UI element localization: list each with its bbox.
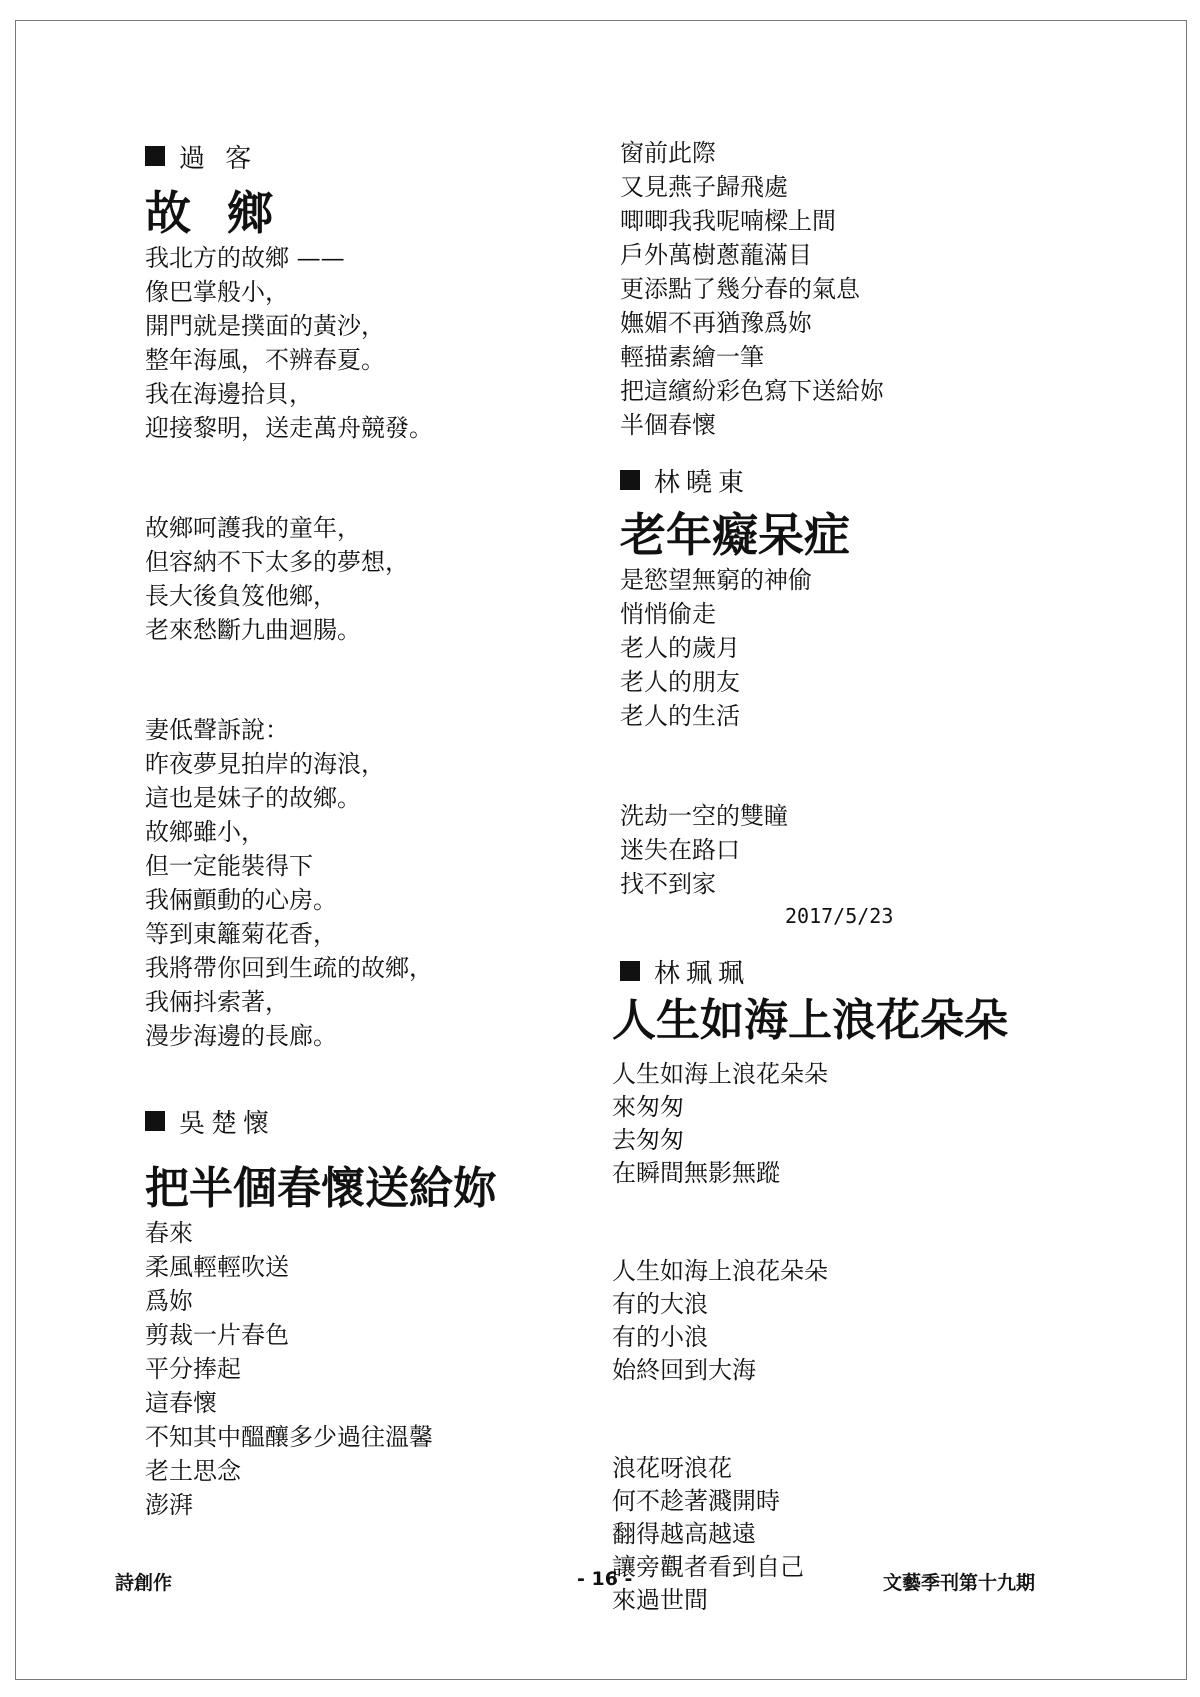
poem-line: 故鄉雖小， (145, 818, 265, 847)
poem-line: 輕描素繪一筆 (620, 343, 764, 371)
poem-line: 迎接黎明，送走萬舟競發。 (145, 414, 433, 443)
poem-line: 但一定能裝得下 (145, 852, 313, 881)
poem-title: 把半個春懷送給妳 (145, 1163, 497, 1215)
square-bullet-icon (620, 470, 640, 490)
poem-line: 我北方的故鄉 —— (145, 244, 345, 273)
poem-line: 迷失在路口 (620, 836, 740, 865)
poem-line: 等到東籬菊花香， (145, 920, 337, 949)
stanza-break (145, 663, 615, 697)
poem-line: 有的大浪 (612, 1289, 708, 1318)
author-name: 吳楚懷 (179, 1108, 276, 1139)
poem-author (620, 951, 1100, 991)
poem-line: 窗前此際 (620, 139, 716, 167)
poem-line: 人生如海上浪花朵朵 (612, 1256, 828, 1285)
poem-line: 我倆顫動的心房。 (145, 886, 337, 915)
poem-line: 妻低聲訴說： (145, 716, 289, 745)
poem-title: 故 鄉 (145, 186, 284, 240)
poem-line: 又見燕子歸飛處 (620, 173, 788, 201)
author-name: 過 客 (179, 143, 258, 174)
stanza-break (612, 1403, 1100, 1436)
poem-line: 像巴掌般小， (145, 278, 289, 307)
poem-author (145, 1101, 615, 1141)
poem-spring (145, 1101, 615, 1522)
footer-section: 詩創作 (115, 1572, 173, 1594)
poem-waves (612, 951, 1100, 1617)
poem-body (145, 241, 615, 1053)
poem-author (620, 460, 1100, 500)
poem-spring-continued (620, 136, 1100, 442)
poem-line: 這也是妹子的故鄉。 (145, 784, 361, 813)
poem-line: 讓旁觀者看到自己 (612, 1552, 804, 1581)
poem-line: 但容納不下太多的夢想， (145, 548, 409, 577)
poem-line: 浪花呀浪花 (612, 1453, 732, 1482)
square-bullet-icon (620, 961, 640, 981)
poem-body (620, 136, 1100, 442)
poem-line: 嫵媚不再猶豫爲妳 (620, 309, 812, 337)
poem-line: 我在海邊拾貝， (145, 380, 313, 409)
poem-line: 故鄉呵護我的童年， (145, 514, 361, 543)
poem-line: 有的小浪 (612, 1322, 708, 1351)
stanza-break (620, 749, 1100, 783)
poem-line: 爲妳 (145, 1286, 193, 1315)
poem-author (145, 136, 615, 176)
poem-line: 平分捧起 (145, 1354, 241, 1383)
poem-date: 2017/5/23 (785, 904, 894, 929)
poem-dementia (620, 460, 1100, 931)
poem-line: 找不到家 (620, 870, 716, 899)
author-name: 林曉東 (654, 467, 751, 498)
poem-line: 我將帶你回到生疏的故鄉， (145, 954, 433, 983)
poem-body (612, 1058, 1100, 1617)
author-name: 林珮珮 (654, 958, 751, 989)
poem-line: 昨夜夢見拍岸的海浪， (145, 750, 385, 779)
poem-guoxiang (145, 136, 615, 1053)
poem-line: 洗劫一空的雙瞳 (620, 802, 788, 831)
square-bullet-icon (145, 146, 165, 166)
poem-line: 去匆匆 (612, 1125, 684, 1154)
poem-line: 開門就是撲面的黃沙， (145, 312, 385, 341)
poem-line: 來過世間 (612, 1585, 708, 1614)
poem-line: 澎湃 (145, 1490, 193, 1519)
poem-line: 何不趁著濺開時 (612, 1486, 780, 1515)
poem-line: 老來愁斷九曲迴腸。 (145, 616, 361, 645)
poem-line: 整年海風，不辨春夏。 (145, 346, 385, 375)
poem-line: 是慾望無窮的神偷 (620, 566, 812, 595)
poem-line: 翻得越高越遠 (612, 1519, 756, 1548)
poem-line: 戶外萬樹蔥蘢滿目 (620, 241, 812, 269)
poem-line: 不知其中醞釀多少過往溫馨 (145, 1422, 433, 1451)
poem-title: 老年癡呆症 (620, 508, 850, 562)
stanza-break (612, 1206, 1100, 1239)
poem-line: 長大後負笈他鄉， (145, 582, 337, 611)
poem-line: 漫步海邊的長廊。 (145, 1022, 337, 1051)
right-column (612, 136, 1100, 1617)
poem-title: 人生如海上浪花朵朵 (612, 995, 1008, 1047)
poem-line: 半個春懷 (620, 411, 716, 439)
poem-line: 人生如海上浪花朵朵 (612, 1059, 828, 1088)
poem-line: 把這繽紛彩色寫下送給妳 (620, 377, 884, 405)
poem-line: 老人的歲月 (620, 634, 740, 663)
left-column (145, 136, 615, 1522)
poem-line: 始終回到大海 (612, 1355, 756, 1384)
poem-line: 唧唧我我呢喃樑上間 (620, 207, 836, 235)
footer-page-number: - 16 - (577, 1568, 633, 1590)
poem-body (145, 1216, 615, 1522)
poem-line: 老土思念 (145, 1456, 241, 1485)
poem-line: 悄悄偷走 (620, 600, 716, 629)
poem-line: 這春懷 (145, 1388, 217, 1417)
footer-publication: 文藝季刊第十九期 (883, 1572, 1036, 1594)
stanza-break (145, 461, 615, 495)
poem-line: 柔風輕輕吹送 (145, 1252, 289, 1281)
poem-line: 更添點了幾分春的氣息 (620, 275, 860, 303)
poem-line: 我倆抖索著， (145, 988, 289, 1017)
poem-line: 春來 (145, 1218, 193, 1247)
poem-line: 來匆匆 (612, 1092, 684, 1121)
poem-line: 老人的朋友 (620, 668, 740, 697)
poem-line: 在瞬間無影無蹤 (612, 1158, 780, 1187)
poem-line: 剪裁一片春色 (145, 1320, 289, 1349)
poem-body (620, 563, 1100, 901)
square-bullet-icon (145, 1111, 165, 1131)
poem-line: 老人的生活 (620, 702, 740, 731)
